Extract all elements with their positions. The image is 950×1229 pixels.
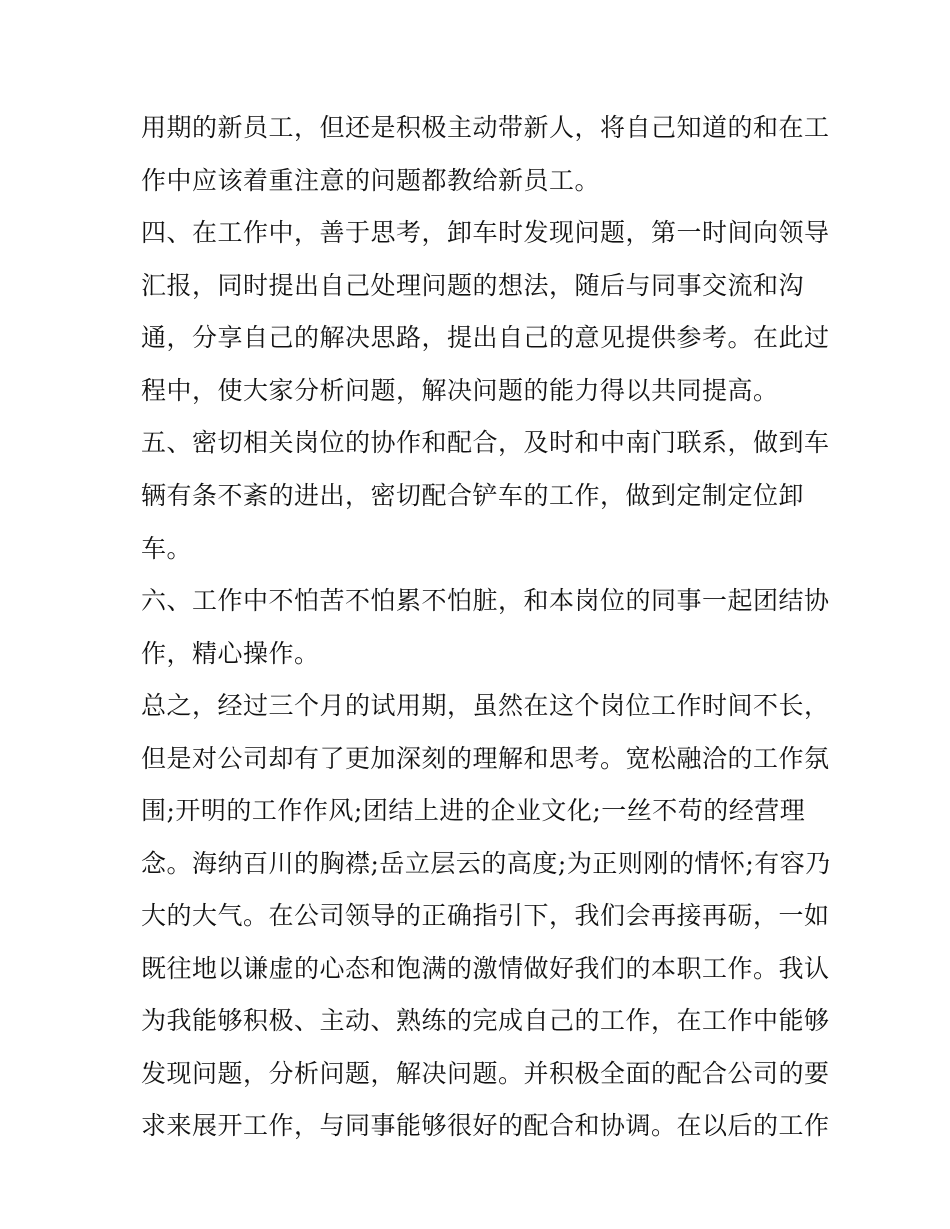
text-line: 为我能够积极、主动、熟练的完成自己的工作，在工作中能够 (141, 1006, 830, 1035)
text-line: 用期的新员工，但还是积极主动带新人，将自己知道的和在工 (141, 113, 830, 142)
text-line: 辆有条不紊的进出，密切配合铲车的工作，做到定制定位卸 (141, 481, 805, 510)
text-line: 程中，使大家分析问题，解决问题的能力得以共同提高。 (141, 376, 779, 405)
text-line: 作，精心操作。 (141, 639, 320, 668)
text-line: 车。 (141, 534, 193, 563)
text-line: 求来展开工作，与同事能够很好的配合和协调。在以后的工作 (141, 1111, 830, 1140)
text-line: 总之，经过三个月的试用期，虽然在这个岗位工作时间不长， (141, 691, 830, 720)
text-line: 四、在工作中，善于思考，卸车时发现问题，第一时间向领导 (141, 218, 830, 247)
text-line: 既往地以谦虚的心态和饱满的激情做好我们的本职工作。我认 (141, 954, 830, 983)
text-line: 通，分享自己的解决思路，提出自己的意见提供参考。在此过 (141, 323, 830, 352)
text-line: 围;开明的工作作风;团结上进的企业文化;一丝不苟的经营理 (141, 796, 806, 825)
text-line: 作中应该着重注意的问题都教给新员工。 (141, 166, 601, 195)
text-line: 但是对公司却有了更加深刻的理解和思考。宽松融洽的工作氛 (141, 744, 830, 773)
text-line: 六、工作中不怕苦不怕累不怕脏，和本岗位的同事一起团结协 (141, 586, 830, 615)
text-line: 念。海纳百川的胸襟;岳立层云的高度;为正则刚的情怀;有容乃 (141, 849, 831, 878)
text-line: 汇报，同时提出自己处理问题的想法，随后与同事交流和沟 (141, 271, 805, 300)
text-line: 发现问题，分析问题，解决问题。并积极全面的配合公司的要 (141, 1059, 830, 1088)
text-line: 大的大气。在公司领导的正确指引下，我们会再接再砺，一如 (141, 901, 830, 930)
text-line: 五、密切相关岗位的协作和配合，及时和中南门联系，做到车 (141, 428, 830, 457)
